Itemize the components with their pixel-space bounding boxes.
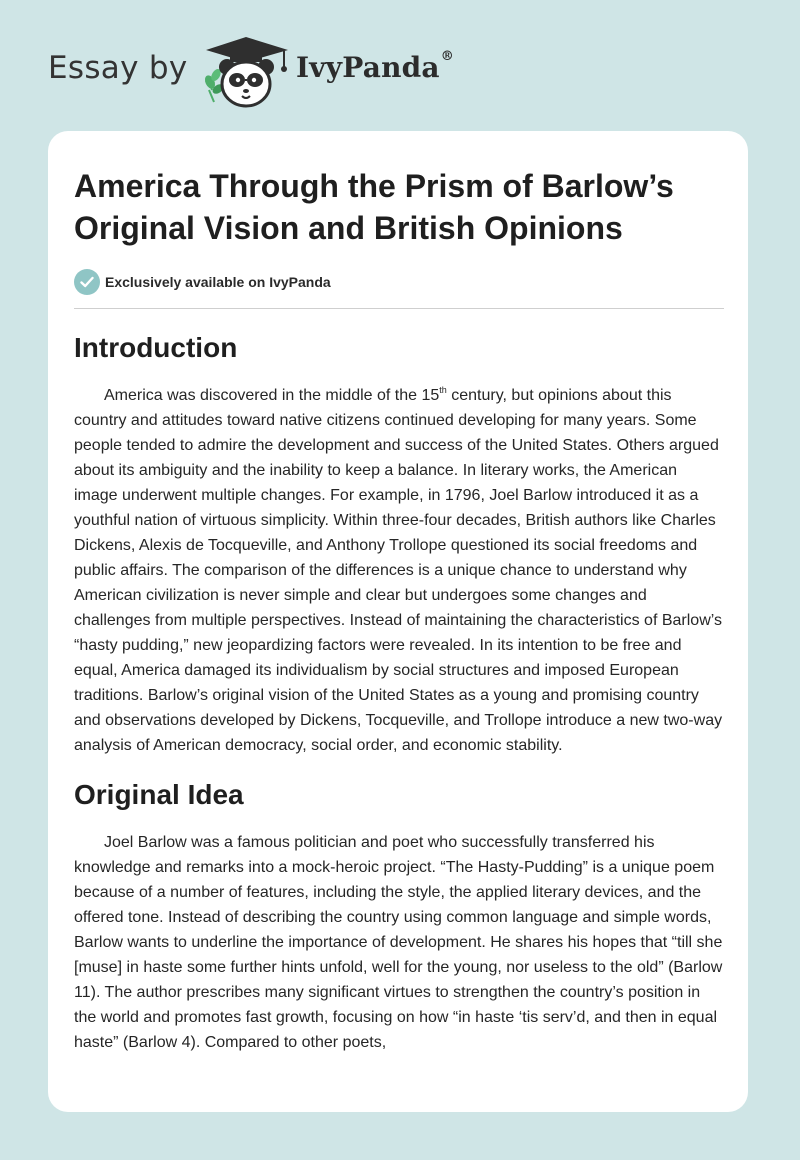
- exclusive-label: Exclusively available on IvyPanda: [105, 274, 331, 290]
- check-icon: [74, 269, 100, 295]
- original-idea-paragraph: Joel Barlow was a famous politician and poet who successfully transferred his knowledge and remarks into a mock-heroic project. “The Hasty-Pudding” is a unique poem because of a number of features, including the style, the applied literary devices, and the offered tone. Instead of describing the country using common language and simple words, Barlow wants to underline the importance of development. He shares his hopes that “till she [muse] in haste some further hints unfold, well for the young, nor useless to the old” (Barlow 11). The author prescribes many significant virtues to strengthen the country’s position in the world and promotes fast growth, focusing on how “in haste ‘tis serv’d, and then in equal haste” (Barlow 4). Compared to other poets,: [74, 834, 723, 1051]
- essay-title: America Through the Prism of Barlow’s Original Vision and British Opinions: [74, 168, 674, 246]
- introduction-paragraph: [74, 383, 724, 758]
- introduction-text-start: America was discovered in the middle of the 15: [104, 387, 440, 404]
- section-heading-introduction: Introduction: [74, 332, 238, 363]
- brand-name[interactable]: [296, 51, 454, 84]
- essay-card: [48, 131, 748, 1112]
- introduction-text-rest: century, but opinions about this country and attitudes toward native citizens continued developing for many years. Some people tended to admire the development and success of the United States. Others argued about its ambiguity and the inability to keep a balance. In literary works, the American image underwent multiple changes. For example, in 1796, Joel Barlow introduced it as a youthful nation of virtuous simplicity. Within three-four decades, British authors like Charles Dickens, Alexis de Tocqueville, and Anthony Trollope questioned its social freedoms and public affairs. The comparison of the differences is a unique chance to understand why American civilization is never simple and clear but undergoes some changes and challenges from multiple perspectives. Instead of maintaining the characteristics of Barlow’s “hasty pudding,” new jeopardizing factors were revealed. In its intention to be free and equal, America damaged its individualism by social structures and imposed European traditions. Barlow’s original vision of the United States as a young and promising country and observations developed by Dickens, Tocqueville, and Trollope introduce a new two-way analysis of American democracy, social order, and economic stability.: [74, 387, 723, 754]
- essay-content: [74, 165, 724, 1055]
- panda-logo-icon[interactable]: [200, 34, 292, 110]
- title-divider: [74, 308, 724, 309]
- registered-mark: ®: [440, 49, 454, 64]
- brand-prefix: Essay by: [48, 50, 188, 86]
- site-header: [0, 0, 800, 130]
- section-heading-original-idea: Original Idea: [74, 779, 244, 810]
- brand-name-text: IvyPanda: [296, 51, 440, 84]
- exclusive-badge: [74, 268, 724, 296]
- ordinal-suffix: th: [439, 384, 447, 395]
